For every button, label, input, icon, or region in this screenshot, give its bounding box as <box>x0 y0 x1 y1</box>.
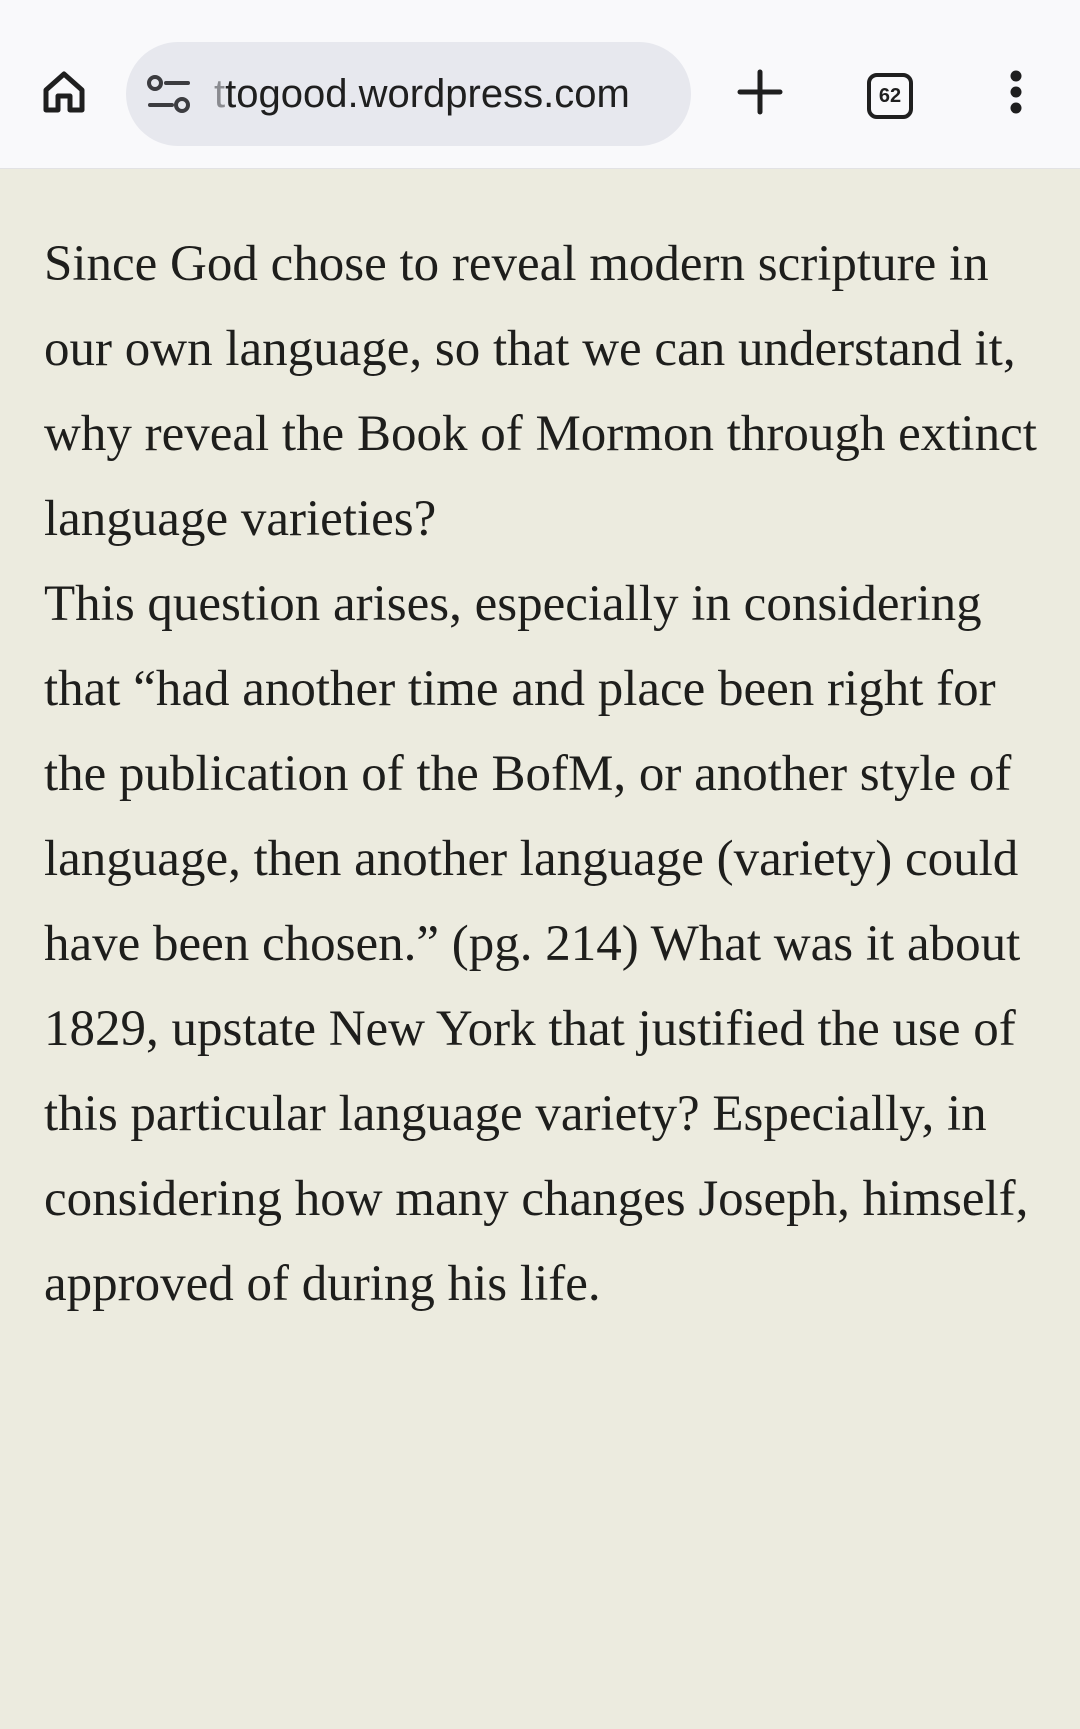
paragraph-discussion: This question arises, especially in considering that “had another time and place been right for the publication of the BofM, or another style of language, then another language (variety) could have been chosen.” (pg. 214) What was it about 1829, upstate New York that justified the use of this particular language variety? Especially, in considering how many changes Joseph, himself, approved of during his life. <box>44 576 1029 1312</box>
home-button[interactable] <box>34 64 94 124</box>
home-icon <box>40 68 88 121</box>
more-menu-button[interactable] <box>996 64 1036 124</box>
new-tab-button[interactable] <box>730 64 790 124</box>
url-text[interactable] <box>214 42 674 146</box>
site-settings-icon[interactable] <box>146 72 192 118</box>
plus-icon <box>737 69 783 120</box>
article-body <box>44 222 1044 1327</box>
paragraph-question: Since God chose to reveal modern scripture in our own language, so that we can understand it, why reveal the Book of Mormon through extinct language varieties? <box>44 236 1037 547</box>
url-domain: togood.wordpress.com <box>225 72 630 116</box>
url-prefix: t <box>214 72 226 116</box>
tab-switcher-button[interactable] <box>862 68 918 124</box>
more-vert-icon <box>1008 68 1024 121</box>
tab-count-badge: 62 <box>867 73 913 119</box>
browser-toolbar <box>0 0 1080 169</box>
address-bar[interactable] <box>126 42 691 146</box>
